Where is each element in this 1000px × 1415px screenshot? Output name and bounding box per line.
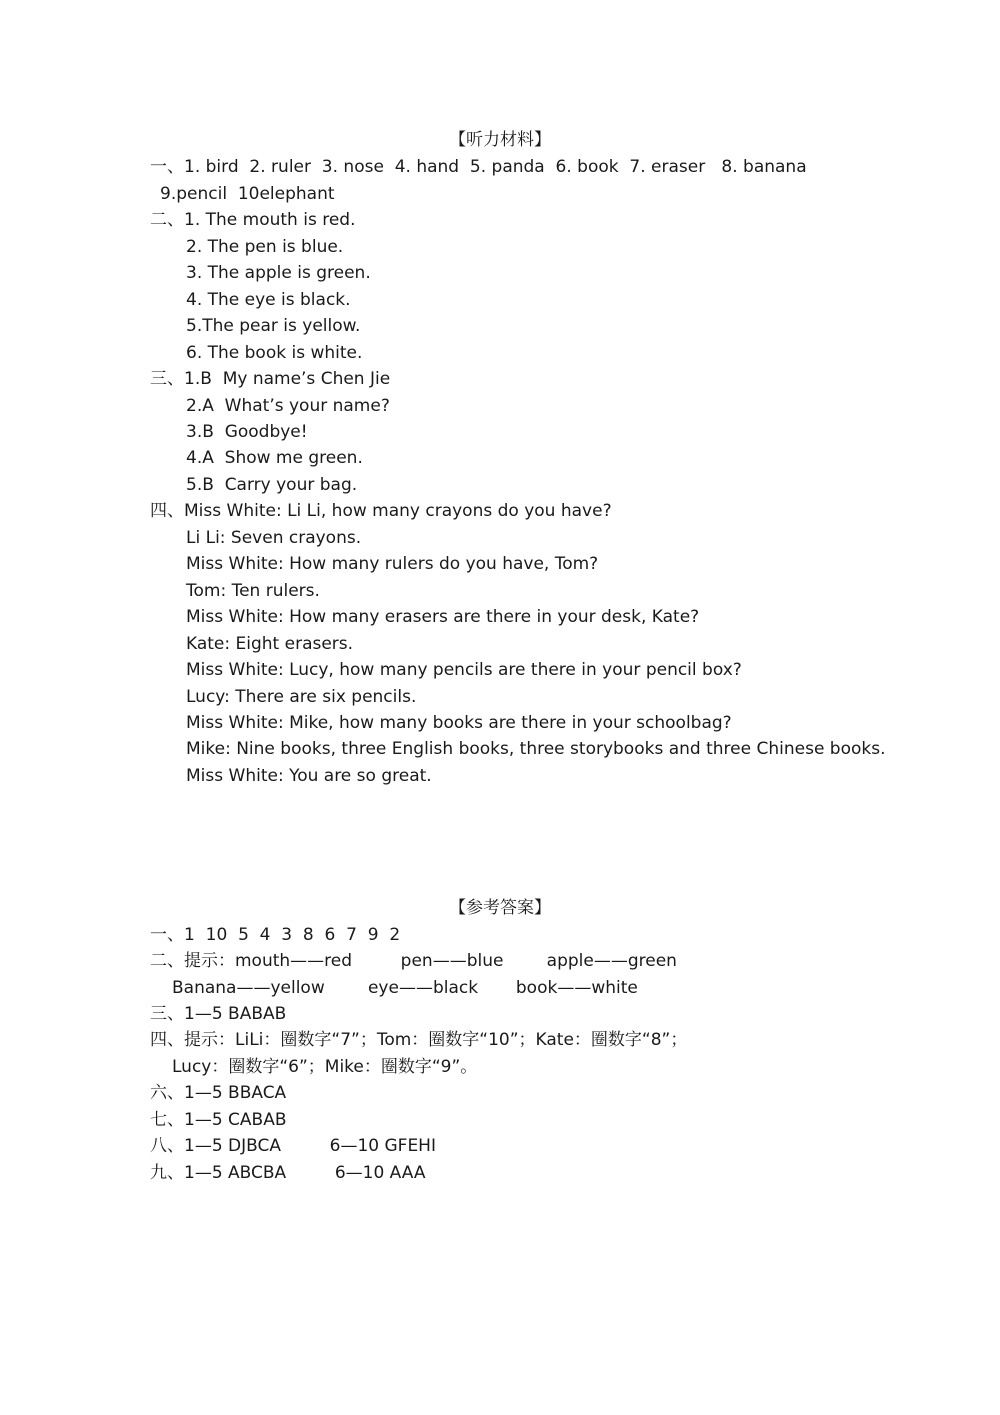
answers-line-9: 八、1—5 DJBCA 6—10 GFEHI bbox=[150, 1136, 436, 1156]
listening-line-3: 二、1. The mouth is red. bbox=[150, 210, 356, 230]
listening-line-13: 5.B Carry your bag. bbox=[186, 475, 358, 495]
answers-line-4: 三、1—5 BABAB bbox=[150, 1004, 287, 1024]
answers-line-1: 一、1 10 5 4 3 8 6 7 9 2 bbox=[150, 925, 401, 945]
listening-line-17: Tom: Ten rulers. bbox=[186, 581, 320, 601]
listening-line-11: 3.B Goodbye! bbox=[186, 422, 308, 442]
listening-line-1: 一、1. bird 2. ruler 3. nose 4. hand 5. panda 6. book 7. eraser 8. banana bbox=[150, 157, 807, 177]
listening-title: 【听力材料】 bbox=[449, 130, 551, 150]
listening-line-14: 四、Miss White: Li Li, how many crayons do you have? bbox=[150, 501, 612, 521]
listening-line-10: 2.A What’s your name? bbox=[186, 396, 390, 416]
listening-line-5: 3. The apple is green. bbox=[186, 263, 371, 283]
answers-line-2: 二、提示：mouth——red pen——blue apple——green bbox=[150, 951, 677, 971]
listening-line-2: 9.pencil 10elephant bbox=[160, 184, 335, 204]
listening-line-4: 2. The pen is blue. bbox=[186, 237, 344, 257]
listening-line-8: 6. The book is white. bbox=[186, 343, 363, 363]
listening-line-20: Miss White: Lucy, how many pencils are there in your pencil box? bbox=[186, 660, 742, 680]
listening-line-19: Kate: Eight erasers. bbox=[186, 634, 354, 654]
answers-line-6: Lucy：圈数字“6”；Mike：圈数字“9”。 bbox=[172, 1057, 478, 1077]
listening-line-24: Miss White: You are so great. bbox=[186, 766, 432, 786]
listening-line-7: 5.The pear is yellow. bbox=[186, 316, 361, 336]
listening-line-21: Lucy: There are six pencils. bbox=[186, 687, 417, 707]
answers-line-3: Banana——yellow eye——black book——white bbox=[172, 978, 638, 998]
listening-line-12: 4.A Show me green. bbox=[186, 448, 363, 468]
listening-line-15: Li Li: Seven crayons. bbox=[186, 528, 362, 548]
answers-title: 【参考答案】 bbox=[449, 898, 551, 918]
answers-line-10: 九、1—5 ABCBA 6—10 AAA bbox=[150, 1163, 426, 1183]
answers-line-5: 四、提示：LiLi：圈数字“7”；Tom：圈数字“10”；Kate：圈数字“8”； bbox=[150, 1030, 688, 1050]
listening-line-18: Miss White: How many erasers are there in your desk, Kate? bbox=[186, 607, 700, 627]
listening-line-16: Miss White: How many rulers do you have, Tom? bbox=[186, 554, 599, 574]
answers-line-7: 六、1—5 BBACA bbox=[150, 1083, 287, 1103]
answers-line-8: 七、1—5 CABAB bbox=[150, 1110, 287, 1130]
listening-line-6: 4. The eye is black. bbox=[186, 290, 351, 310]
listening-line-9: 三、1.B My name’s Chen Jie bbox=[150, 369, 391, 389]
listening-line-23: Mike: Nine books, three English books, three storybooks and three Chinese books. bbox=[186, 739, 886, 759]
listening-line-22: Miss White: Mike, how many books are there in your schoolbag? bbox=[186, 713, 732, 733]
